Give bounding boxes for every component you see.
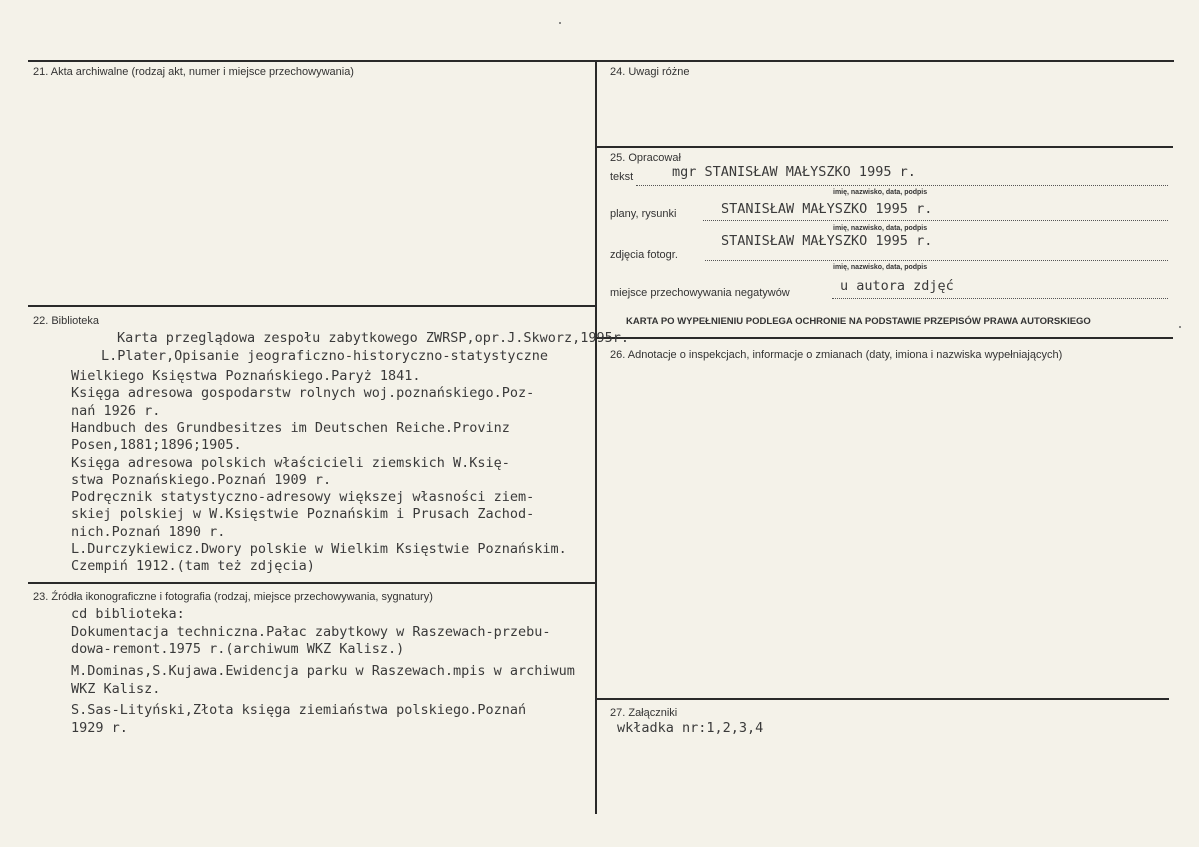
tekst-hint: imię, nazwisko, data, podpis: [833, 189, 928, 196]
attachments-value: wkładka nr:1,2,3,4: [617, 720, 764, 736]
tekst-value: mgr STANISŁAW MAŁYSZKO 1995 r.: [672, 164, 916, 180]
zdjecia-hint: imię, nazwisko, data, podpis: [833, 264, 928, 271]
section-25-label: 25. Opracował: [610, 152, 681, 164]
zdjecia-value: STANISŁAW MAŁYSZKO 1995 r.: [721, 233, 933, 249]
bibliography-line: nań 1926 r.: [71, 403, 161, 419]
bibliography-line: Karta przeglądowa zespołu zabytkowego ZWRSP,opr.J.Skworz,1995r.: [117, 330, 630, 346]
tekst-label: tekst: [610, 171, 634, 183]
plany-value: STANISŁAW MAŁYSZKO 1995 r.: [721, 201, 933, 217]
plany-line: [703, 220, 1168, 221]
bibliography-line: L.Plater,Opisanie jeograficzno-historyczno-statystyczne: [101, 348, 549, 364]
top-rule: [28, 60, 1174, 62]
rule-22-23: [28, 582, 596, 584]
speck: [1179, 326, 1181, 328]
tekst-line: [636, 185, 1168, 186]
bibliography-line: Handbuch des Grundbesitzes im Deutschen Reiche.Provinz: [71, 420, 510, 436]
plany-label: plany, rysunki: [610, 208, 677, 220]
section-21-label: 21. Akta archiwalne (rodzaj akt, numer i miejsce przechowywania): [33, 66, 354, 78]
zdjecia-line: [705, 260, 1168, 261]
bibliography-line: nich.Poznań 1890 r.: [71, 524, 226, 540]
rule-26-27: [597, 698, 1169, 700]
source-line: Dokumentacja techniczna.Pałac zabytkowy w Raszewach-przebu-: [71, 624, 551, 640]
bibliography-line: Czempiń 1912.(tam też zdjęcia): [71, 558, 315, 574]
source-line: M.Dominas,S.Kujawa.Ewidencja parku w Raszewach.mpis w archiwum: [71, 663, 575, 679]
negatywy-value: u autora zdjęć: [840, 278, 954, 294]
speck: [559, 22, 561, 24]
bibliography-line: Księga adresowa polskich właścicieli ziemskich W.Księ-: [71, 455, 510, 471]
bibliography-line: stwa Poznańskiego.Poznań 1909 r.: [71, 472, 332, 488]
section-24-label: 24. Uwagi różne: [610, 66, 690, 78]
center-divider: [595, 60, 597, 814]
rule-25-26: [597, 337, 1173, 339]
section-27-label: 27. Załączniki: [610, 707, 678, 719]
source-line: WKZ Kalisz.: [71, 681, 161, 697]
source-line: dowa-remont.1975 r.(archiwum WKZ Kalisz.): [71, 641, 405, 657]
negatywy-label: miejsce przechowywania negatywów: [610, 287, 790, 299]
section-23-label: 23. Źródła ikonograficzne i fotografia (rodzaj, miejsce przechowywania, sygnatury): [33, 591, 433, 603]
zdjecia-label: zdjęcia fotogr.: [610, 249, 678, 261]
section-26-label: 26. Adnotacje o inspekcjach, informacje o zmianach (daty, imiona i nazwiska wypełniających): [610, 349, 1063, 361]
rule-21-22: [28, 305, 596, 307]
source-line: S.Sas-Lityński,Złota księga ziemiaństwa polskiego.Poznań: [71, 702, 527, 718]
copyright-notice: KARTA PO WYPEŁNIENIU PODLEGA OCHRONIE NA PODSTAWIE PRZEPISÓW PRAWA AUTORSKIEGO: [626, 316, 1091, 327]
rule-24-25: [597, 146, 1173, 148]
bibliography-line: skiej polskiej w W.Księstwie Poznańskim i Prusach Zachod-: [71, 506, 535, 522]
bibliography-line: Podręcznik statystyczno-adresowy większej własności ziem-: [71, 489, 535, 505]
section-22-label: 22. Biblioteka: [33, 315, 100, 327]
plany-hint: imię, nazwisko, data, podpis: [833, 225, 928, 232]
negatywy-line: [832, 298, 1168, 299]
bibliography-line: Wielkiego Księstwa Poznańskiego.Paryż 1841.: [71, 368, 421, 384]
bibliography-line: Posen,1881;1896;1905.: [71, 437, 242, 453]
bibliography-line: L.Durczykiewicz.Dwory polskie w Wielkim Księstwie Poznańskim.: [71, 541, 567, 557]
source-line: cd biblioteka:: [71, 606, 185, 622]
bibliography-line: Księga adresowa gospodarstw rolnych woj.poznańskiego.Poz-: [71, 385, 535, 401]
source-line: 1929 r.: [71, 720, 128, 736]
